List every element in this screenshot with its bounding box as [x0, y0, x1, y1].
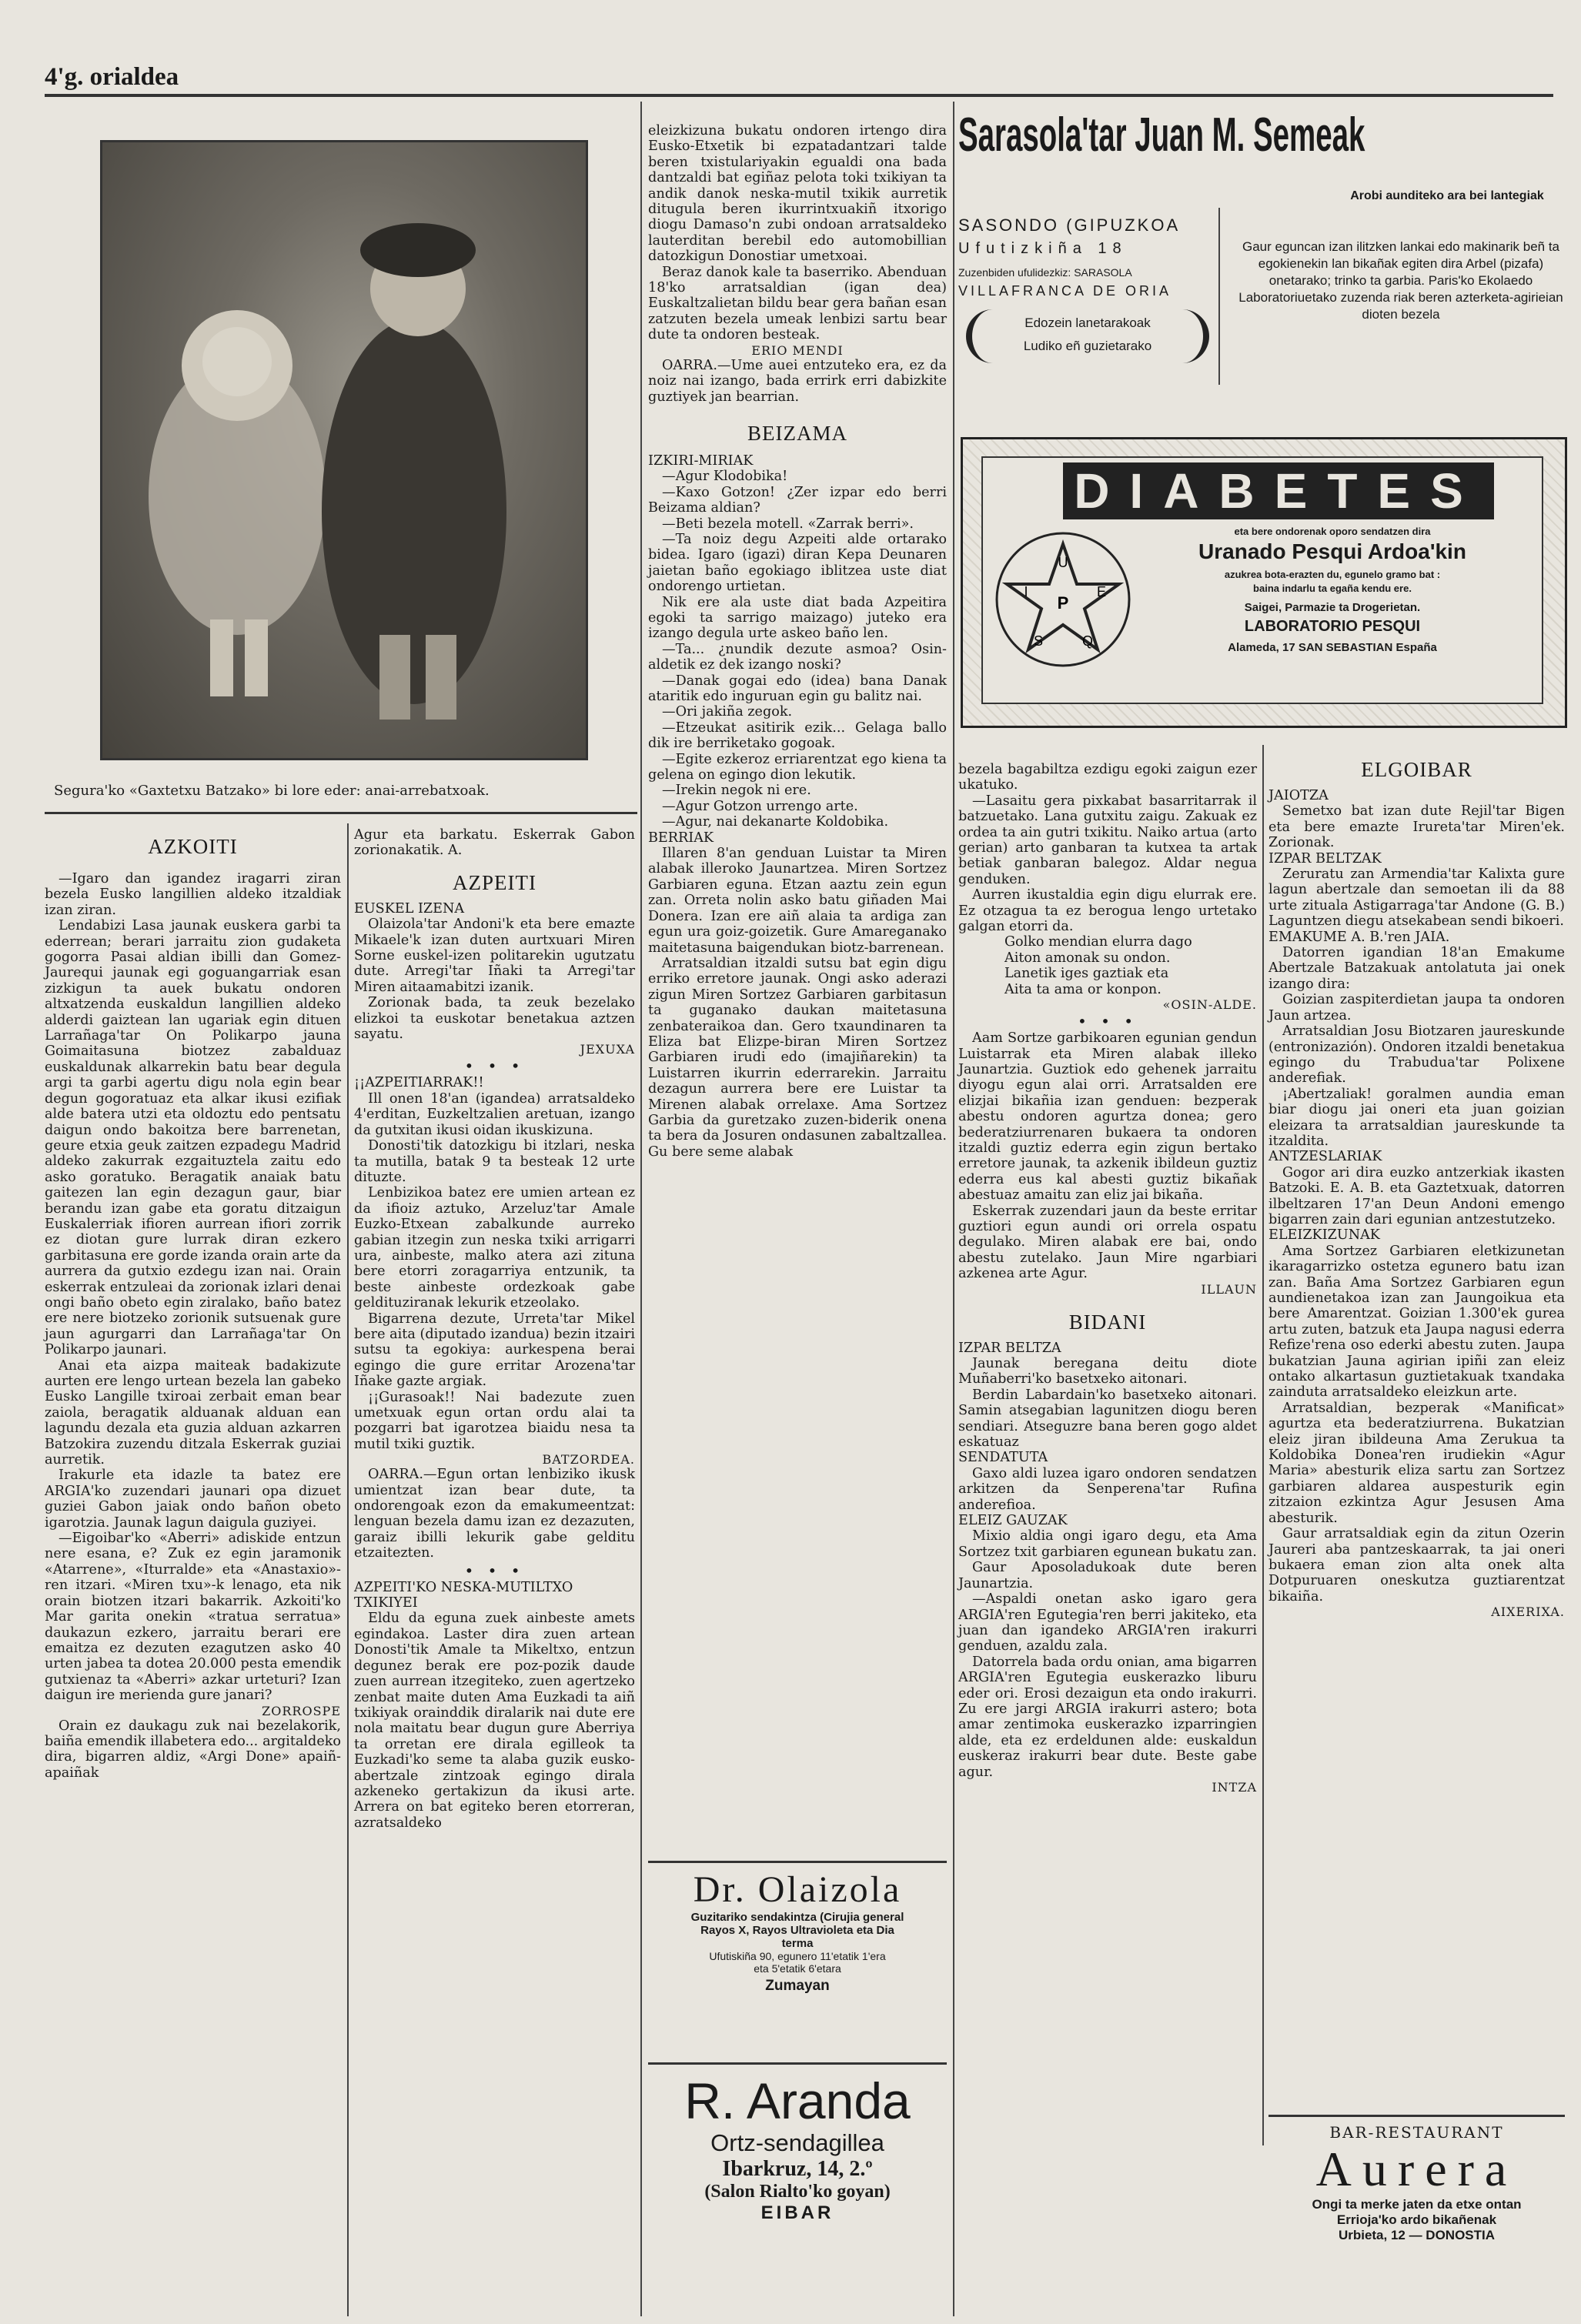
jaiotza-article — [1268, 803, 1565, 850]
ad-dr-olaizola — [648, 1861, 947, 1995]
ad-line: Zumayan — [765, 1978, 830, 1994]
dialog-line: —Kaxo Gotzon! ¿Zer izpar edo berri Beizama aldian? — [648, 484, 947, 516]
ad-line: BAR-RESTAURANT — [1329, 2123, 1504, 2142]
ad-line: Ortz-sendagillea — [710, 2129, 884, 2156]
paragraph: Datorren igandian 18'an Emakume Abertzale Batzakuak antolatuta jai onek izango dira: — [1268, 945, 1565, 992]
ad-brace-line: Ludiko eñ guzietarako — [1023, 339, 1152, 353]
ad-line: (Salon Rialto'ko goyan) — [704, 2182, 891, 2202]
paragraph: Goizian zaspiterdietan jaupa ta ondoren Jaun artzea. — [1268, 992, 1565, 1023]
ad-line: baina indarlu ta egaña kendu ere. — [1253, 583, 1412, 594]
neska-heading: AZPEITI'KO NESKA-MUTILTXO TXIKIYEI — [354, 1579, 573, 1611]
ad-line: Alameda, 17 SAN SEBASTIAN España — [1228, 641, 1437, 654]
column-5 — [1268, 758, 1565, 1619]
verse-line: Golko mendian elurra dago — [1004, 934, 1192, 950]
sendatuta-heading: SENDATUTA — [958, 1450, 1048, 1466]
izpar-beltza-heading: IZPAR BELTZA — [958, 1340, 1061, 1356]
separator-stars: • • • — [464, 1561, 525, 1580]
star-letter: E — [1096, 584, 1107, 599]
paragraph: Arratsaldian, bezperak «Manificat» agurtza eta bederatziurrena. Bukatzian eleiz jiran ibildeuna Ama Zerukua ta Koldobika Donea'ren irudiekin «Agur Maria» abesturik eliza sartu zan Sortzez garbiaren aldarea auspesturik egin zitzaion ezkintza Agur Jesusen Ama abesturik. — [1268, 1400, 1565, 1526]
ad-aurera — [1268, 2115, 1565, 2243]
paragraph: —Aspaldi onetan asko igaro gera ARGIA'ren Egutegia'ren berri jakiteko, eta juan dan igandeko ARGIA'ren irakurri genduen, azaldu zala. — [958, 1591, 1257, 1655]
paragraph: Orain ez daukagu zuk nai bezelakorik, baiña emendik illabetera edo... argitaldeko dira, bigarren aldiz, «Argi Done» apaiñ-apaiñak — [45, 1718, 341, 1781]
column-divider-4 — [1262, 745, 1264, 2145]
sendatuta-article — [958, 1466, 1257, 1513]
dialog-line: —Egite ezkeroz erriarentzat ego kiena ta gelena on egingo dion lekutik. — [648, 751, 947, 783]
column-divider-3 — [953, 102, 954, 2316]
paragraph: Beraz danok kale ta baserriko. Abenduan 18'ko arratsaldian (igan dea) Euskaltzalietan bildu bear gera bañan esan zatzuten bezela umeak lenbizi sartu bear dute ta ondoren besteak. — [648, 264, 947, 343]
paragraph: Aurren ikustaldia egin digu elurrak ere. Ez otzagua ta ez berogua lengo urtetako galgan etorri da. — [958, 887, 1257, 935]
ad-line: azukrea bota-erazten du, egunelo gramo bat : — [1224, 569, 1441, 580]
paragraph: ¡¡Gurasoak!! Nai badezute zuen umetxuak egun ortan ordu alai ta pozgarri bat igarotzea biaidu nesa ta mutil txiki guztik. — [354, 1389, 635, 1452]
ad-line: Guzitariko sendakintza (Cirujia general — [690, 1911, 904, 1924]
ad-brace-box — [966, 309, 1209, 363]
column-divider-2 — [640, 102, 642, 2316]
dialog-line: —Ori jakiña zegok. — [662, 704, 793, 720]
dialog-line: Nik ere ala uste diat bada Azpeitira egoki ta sarrigo maizago) juteko era izango degula urte askeo baño len. — [648, 594, 947, 642]
paragraph: Olaizola'tar Andoni'k eta bere emazte Mikaele'k izan duten aurtxuari Miren Sorne euskel-izen politarekin ugutzatu dute. Arregi'tar Iñaki ta Arregi'tar Miren aitaamabitzi izanik. — [354, 917, 635, 995]
izkiri-miriak-heading: IZKIRI-MIRIAK — [648, 452, 754, 469]
azpeiti-continued — [648, 123, 947, 343]
star-letter: U — [1058, 555, 1068, 570]
azkoiti-article — [45, 871, 341, 1704]
izpar-beltzak-article — [1268, 866, 1565, 930]
paragraph: —Lasaitu gera pixkabat basarritarrak il batzuetako. Lana gutxitu zaigu. Zakuak ez ordea ta ain gutri txikitu. Naiko artua (arto gerian) arto ganbaran ta kutxea ta artak betiak ganbaran balegoz. Aldar negua genduken. — [958, 793, 1257, 887]
ad-line: Ufutiskiña 90, egunero 11'etatik 1'era — [709, 1950, 886, 1962]
signature: ILLAUN — [1201, 1281, 1257, 1297]
dialog-line: —Irekin negok ni ere. — [662, 783, 811, 799]
ad-text: Gaur eguncan izan ilitzken lankai edo makinarik beñ ta egokienekin lan bikañak egiten dira Arbel (pizafa) onetarako; trinko ta garbia. Paris'ko Ekolaedo Laboratoriuetako zuzenda riak beren azterketa-agirieian dioten bezela — [1238, 239, 1563, 322]
bidani-heading: BIDANI — [1068, 1310, 1147, 1334]
paragraph: Arratsaldian Josu Biotzaren jaureskunde (entronizazión). Ondoren itzaldi benetakua egingo du Trabudua'tar Polixene anderefiak. — [1268, 1023, 1565, 1087]
paragraph: OARRA.—Egun ortan lenbiziko ikusk umientzat izan bear dute, ta ondorengoak ezon da emakumeentzat: lenguan bezela damu izan ez dezazuten, garaiz ibilli lekurik gabe gelditu etzaitezten. — [354, 1467, 635, 1561]
photo-caption: Segura'ko «Gaxtetxu Batzako» bi lore eder: anai-arrebatxoak. — [54, 783, 490, 799]
signature: ZORROSPE — [262, 1703, 341, 1718]
bidani-article — [958, 1356, 1257, 1450]
dialog-line: —Danak gogai edo (idea) bana Danak ataritik edo inguruan egin gu balitz nai. — [648, 673, 947, 704]
paragraph: Ill onen 18'an (igandea) arratsaldeko 4'erditan, Euzkeltzalien aretuan, izango da gutxitan ikusi oidan ikuskizuna. — [354, 1090, 635, 1138]
paragraph: Lenbizikoa batez ere umien artean ez da ifioiz aztuko, Arzeluz'tar Amale Euzko-Etxean zabalkunde aurreko gabian itzegin zun neska txiki arrigarri ura, ainbeste, malko atera azi zituna bere etorri zoragarriya entzunik, ta beste ainbeste ordezkoak gabe geldituziranak lekurik etzeolako. — [354, 1185, 635, 1311]
paragraph: Semetxo bat izan dute Rejil'tar Bigen eta bere emazte Irureta'tar Miren'ek. Zorionak. — [1268, 803, 1565, 851]
paragraph: OARRA.—Ume auei entzuteko era, ez da noiz nai izango, bada errirk erri dabizkite guztiyek jan bearrian. — [648, 357, 947, 405]
star-letter: P — [1057, 593, 1069, 613]
separator-stars: • • • — [1077, 1012, 1138, 1031]
ad-subtitle: Arobi aunditeko ara bei lantegiak — [1350, 189, 1544, 202]
berriak-heading: BERRIAK — [648, 830, 714, 846]
izpar-beltzak-heading: IZPAR BELTZAK — [1268, 850, 1382, 866]
page-number: 4'g. orialdea — [45, 63, 179, 91]
paragraph: Donosti'tik datozkigu bi itzlari, neska ta mutilla, batak 9 ta besteak 12 urte dituzte. — [354, 1138, 635, 1185]
ad-title: Sarasola'tar Juan M. Semeak — [958, 109, 1365, 162]
paragraph: ¡Abertzaliak! goralmen aundia eman biar diogu jai oneri eta juan goizian eleizara ta arratsaldian jaureskunde ta itzaldita. — [1268, 1086, 1565, 1149]
ad-divider — [1218, 208, 1220, 385]
ad-line: Errioja'ko ardo bikañenak — [1336, 2212, 1497, 2227]
ad-title: DIABETES — [1063, 462, 1494, 519]
oarra-note — [648, 358, 947, 405]
ad-line: Ibarkruz, 14, 2.º — [722, 2157, 873, 2181]
dialog-line: —Agur Klodobika! — [662, 469, 788, 485]
dialog-line: —Etzeukat asitirik ezik... Gelaga ballo dik ire berriketako gogoak. — [648, 720, 947, 752]
emakume-article — [1268, 945, 1565, 1149]
antzeslariak-heading: ANTZESLARIAK — [1268, 1149, 1382, 1165]
euskel-izena-article — [354, 917, 635, 1042]
beizama-continued — [958, 762, 1257, 997]
header-rule — [45, 94, 1553, 97]
paragraph: Gaxo aldi luzea igaro ondoren sendatzen arkitzen da Senperena'tar Rufina anderefioa. — [958, 1465, 1257, 1513]
paragraph: Jaunak beregana deitu diote Muñaberri'ko basetxeko aitonari. — [958, 1356, 1257, 1387]
ad-r-aranda — [648, 2062, 947, 2224]
paragraph: Irakurle eta idazle ta batez ere ARGIA'ko zuzendari jaunari opa dizuet guziei Gabon jaiak ondo bañon obeto igarotzia. Jaunak lagun daigula guziyei. — [45, 1468, 341, 1531]
column-1 — [45, 820, 341, 1781]
column-divider-1 — [347, 823, 349, 2316]
beizama-more — [958, 1030, 1257, 1282]
star-logo-icon — [994, 530, 1132, 669]
paragraph: —Igaro dan igandez iragarri ziran bezela Eusko langillien aldeko itzaldiak izan ziran. — [45, 871, 341, 918]
paragraph: Mixio aldia ongi igaro degu, eta Ama Sortzez txit garbiaren egunean bukatu zan. — [958, 1528, 1257, 1560]
ad-line: Saigei, Parmazie ta Drogerietan. — [1244, 601, 1421, 614]
paragraph: Zeruratu zan Armendia'tar Kalixta gure lagun abertzale dan semoetan ili da 88 urte zituala Astigarraga'tar Andone (G. B.) Laguntzen diegu atsekabean sendi bikoeri. — [1268, 866, 1565, 930]
signature: BATZORDEA. — [542, 1452, 635, 1468]
star-letter: Q — [1081, 633, 1094, 649]
column-4 — [958, 762, 1257, 1795]
signature: ERIO MENDI — [751, 342, 844, 358]
paragraph: Anai eta aizpa maiteak badakizute aurten ere lengo urtean bezela lan gabeko Eusko Langille txiroai zerbait eman bear zaiola, beragatik alduanak alduan ean lagundu dezala eta guzia alduan azkarren Batzokira zuzendu ditzala Eskerrak guziai aurretik. — [45, 1357, 341, 1468]
eleiz-gauzak-article — [958, 1528, 1257, 1780]
paragraph: Eskerrak zuzendari jaun da beste erritar guztiori egun aundi ori orrela ospatu degulako. Miren alabak ere bai, ondo abestu zutelako. Jaun Mire ngarbiari azkenea arte Agur. — [958, 1203, 1257, 1282]
paragraph: bezela bagabiltza ezdigu egoki zaigun ezer ukatuko. — [958, 762, 1257, 793]
signature: INTZA — [1212, 1779, 1257, 1795]
ad-line: LABORATORIO PESQUI — [1244, 618, 1421, 635]
azpeitiarrak-article — [354, 1091, 635, 1452]
column-3 — [648, 123, 947, 1160]
signature: JEXUXA — [580, 1042, 635, 1057]
oarra-note — [354, 1467, 635, 1561]
ad-line: Urbieta, 12 — DONOSTIA — [1338, 2228, 1496, 2242]
ad-address: SASONDO (GIPUZKOA — [958, 215, 1181, 235]
verse-line: Aita ta ama or konpon. — [1004, 981, 1162, 997]
paragraph: Aam Sortze garbikoaren egunian gendun Luistarrak eta Miren alabak illeko Jaunartzia. Guztiok edo gehenek jarraitu diyogu egun alai orri. Arratsalden ere elizjai bikañia izan genduen: bezperak abestu ondoren agurtza donea; gero bederatziurrenaren bukaera ta ondoren itzaldi guztiz ederra egin zigun bertako erretore jaunak, ta azkenik ibildeun guztiz ederra eus kal abesti guztiz bikañak abestuaz amaitu zan eliz jai bikaña. — [958, 1030, 1257, 1204]
paragraph: Illaren 8'an genduan Luistar ta Miren alabak illeroko Jaunartzea. Miren Sortzez Garbiaren eguna. Etzan aaztu zein egun zan. Orreta nolin asko batu giñaden Mai Donera. Izan ere aiñ alaia ta ardiga zan egun ura goiz-goizetik. Gure Amareganako maitetasuna baigendukan biotz-barrenean. — [648, 846, 947, 956]
paragraph: Gaur Aposoladukoak dute beren Jaunartzia. — [958, 1560, 1257, 1591]
ad-branch-label: Zuzenbiden ufulidezkiz: SARASOLA — [958, 266, 1132, 279]
ad-sarasola — [958, 108, 1566, 408]
rule-under-caption — [45, 812, 637, 814]
paragraph: Ama Sortzez Garbiaren eletkizunetan ikaragarrizko ostetza egunero batu izan zan. Baña Ama Sortzez Garbiaren egun aundienetakoa izan zan Jaungoikua eta bere Amarentzat. Goizian 1.300'ek gurea artu zuten, batzuk eta Jaupa nagusi ederra Refize'rena oso ederki abestu zuten. Jaupa bukatzian Jauna agirian ipiñi zan eleiz ontako alkartasun guztietakuak txandaka zainduta arratsaldeko eleizkun arte. — [1268, 1243, 1565, 1401]
dialog-line: —Agur, nai dekanarte Koldobika. — [662, 814, 889, 830]
neska-article — [354, 1611, 635, 1831]
euskel-izena-heading: EUSKEL IZENA — [354, 900, 465, 917]
children-illustration — [102, 142, 586, 758]
ad-line: Rayos X, Rayos Ultravioleta eta Dia — [700, 1924, 894, 1937]
ad-brace-line: Edozein lanetarakoak — [1024, 316, 1151, 330]
intro-text: Agur eta barkatu. Eskerrak Gabon zorionakatik. A. — [354, 827, 635, 859]
azkoiti-heading: AZKOITI — [148, 835, 238, 858]
dialog-line: —Ta noiz degu Azpeiti alde ortarako bidea. Igaro (igazi) diran Kepa Deunaren jaietan baño egokiago iblitzea uste diat ondorengo urtietan. — [648, 531, 947, 595]
azpeitiarrak-heading: ¡¡AZPEITIARRAK!! — [354, 1075, 484, 1091]
verse-line: Aiton amonak su ondon. — [1004, 950, 1171, 966]
paragraph: Datorrela bada ordu onian, ama bigarren ARGIA'ren Egutegia euskerazko liburu eder ori. Erosi dezaigun eta ondo irakurri. Zu ere jargi ARGIA irakurri astero; bota amar zentimoka euskerazko izparringien alde, eta ez erdeldunen alde: euskaldun euskeraz irakurri bear dute. Beste gabe agur. — [958, 1654, 1257, 1780]
children-photo — [100, 140, 588, 760]
jaiotza-heading: JAIOTZA — [1268, 788, 1329, 803]
signature: «OSIN-ALDE. — [1162, 997, 1257, 1013]
ad-line: eta 5'etatik 6'etara — [754, 1962, 841, 1975]
dialog-line: —Agur Gotzon urrengo arte. — [662, 798, 858, 814]
berriak-article — [648, 846, 947, 1160]
beizama-heading: BEIZAMA — [747, 421, 847, 445]
azpeiti-heading: AZPEITI — [453, 870, 536, 894]
elgoibar-heading: ELGOIBAR — [1361, 758, 1472, 781]
paragraph: Lendabizi Lasa jaunak euskera garbi ta ederrean; berari jarraitu zion gudaketa gogorra Pasai aldian ibilli dan Gomez-Jaurequi jaunak egi goguangarriak esan zizkigun ta auek bukatu ondoren altxatzenda euskaldun langillien aldeko alderdi gaiztean lan ugariak egin dituen Larrañaga'tar On Polikarpo jauna Goimaitasuna biotzez zabalduaz euskaldunak alkarrekin batu bear degula argi ta garbi agertu digu nola egin bear degun gogoratuaz eta alkar ikusi ezifiak alde batera utzi eta oldoztu edo pentsatu daigun ondo bakoitza bere barrenetan, geure etxia geuk zaitzen ezpadegu Madrid aldeko zakurrak ezgaituztela zaitu edo asko goratuko. Beragatik anaiak batu gaitezen lan egin dezagun gaur, biar berandu izan gabe eta goratu ditzaigun Euskalerriak ifioren aurrean ifiori zorrik ez diotan gure lurrak diran ezkero garbitasuna ere gorde izanda orain arte da aurrera da gutxio ezdegu izan nai. Orain eskerrak entzuleai da zorionak izlari denai ongi baño obeto egin ziralako, baño batez ere nere biotzeko zorionik sutsuenak gure jaun agurgarri dan Larrañaga'tar On Polikarpo jaunari. — [45, 918, 341, 1358]
paragraph: —Eigoibar'ko «Aberri» adiskide entzun nere esana, e? Zuk ez egin jaramonik «Atarrene», «Iturralde» eta «Anastaxio»-ren itzari. «Miren txu»-k lenago, eta nik orain biotzen itzari bakarrik. Azkoiti'ko Mar garita onekin «tratua serratua» daukazun ezkero, jarraitu berari ere emaitza ez dezuten ezagutzen asko 40 urten jabea ta dotea 20.000 pesta emendik gutxienaz ta «Aberri» azkar urteturi? Izan daigun ire merienda gure janari? — [45, 1531, 341, 1704]
dialog-line: —Beti bezela motell. «Zarrak berri». — [662, 516, 914, 532]
ad-branch-address: VILLAFRANCA DE ORIA — [958, 283, 1172, 299]
paragraph: Arratsaldian itzaldi sutsu bat egin digu erriko erretore jaunak. Ongi asko aderazi zigun Miren Sortzez Garbiaren garbitasun ta guganako daukan maitetasuna zenbateraikoa dan. Gero txaundinaren ta Eliza bat Elizpe-biran Miren Sortzez Garbiaren irudi edo (imajiñarekin) ta Luistarren ikurrin ederrarekin. Jarraitu dezagun aurrera bere ere Luistar ta Mirenen alabak orrelaxe. Ama Sortzez Garbia da guretzako zuzen-biderik onena ta bera da Josuren ondasunen zabaltzallea. Gu bere seme alabak — [648, 955, 947, 1160]
emakume-heading: EMAKUME A. B.'ren JAIA. — [1268, 929, 1450, 945]
eleizkizunak-heading: ELEIZKIZUNAK — [1268, 1227, 1380, 1244]
ad-line: Ongi ta merke jaten da etxe ontan — [1312, 2197, 1522, 2212]
column-2 — [354, 827, 635, 1831]
separator-stars: • • • — [464, 1057, 525, 1076]
ad-title: Aurera — [1315, 2142, 1518, 2196]
signature: AIXERIXA. — [1491, 1604, 1565, 1620]
paragraph: eleizkizuna bukatu ondoren irtengo dira Eusko-Etxetik bi ezpatadantzari talde beren txistulariyakin egualdi ona bada dantzaldi bat egiñaz pelota toki txikiyan ta andik danok neska-mutil txikik aurretik ditugula beren ikurrintxuakiñ itxorigo diogu Damaso'n zubi ondoan arratsaldeko lauterditan berebil edo automobillian datozkigun Donostiar umetxoai. — [648, 123, 947, 265]
paragraph: Gaur arratsaldiak egin da zitun Ozerin Jaureri aba pantzeskaarrak, ta jai oneri bukaera eman zion alta onek alta Dotpuruaren oneskutza guztiarentzat bikaiña. — [1268, 1526, 1565, 1604]
paragraph: Eldu da eguna zuek ainbeste amets egindakoa. Laster dira zuen artean Donosti'tik Amale ta Mikeltxo, entzun degunez berak ere poz-pozik daude zuen aurrean itzegiteko, zuen agertzeko zenbat maite duten Ama Euzkadi ta aiñ txikiyak orainddik diralarik nai dute ere nola maitatu bear dugun gure Aberriya ta orretan ere dirala egilleok ta Euzkadi'ko seme ta alaba guzik eusko-abertzale zintzoak egingo dirala azkeneko gertakizun da ikusi arte. Arrera on bat egiteko beren etorreran, azratsaldeko — [354, 1611, 635, 1831]
beizama-dialog — [648, 469, 947, 830]
paragraph: Gogor ari dira euzko antzerkiak ikasten Batzoki. E. A. B. eta Gaztetxuak, datorren ilbeltzaren 17'an Deun Andoni emengo bigarren zain dari egunian antzestutzeko. — [1268, 1164, 1565, 1227]
verse-line: Lanetik iges gaztiak eta — [1004, 966, 1169, 982]
azkoiti-tail — [45, 1718, 341, 1781]
ad-line: eta bere ondorenak oporo sendatzen dira — [1234, 526, 1431, 537]
paragraph: Berdin Labardain'ko basetxeko aitonari. Samin atsegabian lagunitzen diogu beren sendiari. Atseguzre bana beren gogo aldet eskatuaz — [958, 1387, 1257, 1451]
ad-title: Dr. Olaizola — [693, 1869, 902, 1910]
eleiz-gauzak-heading: ELEIZ GAUZAK — [958, 1513, 1068, 1529]
ad-line: EIBAR — [760, 2202, 834, 2223]
ad-line: Uranado Pesqui Ardoa'kin — [1198, 539, 1466, 563]
antzeslariak-article — [1268, 1165, 1565, 1228]
eleizkizunak-article — [1268, 1244, 1565, 1604]
paragraph: Zorionak bada, ta zeuk bezelako elizkoi ta euskotar benetakua aztzen sayatu. — [354, 995, 635, 1043]
ad-diabetes — [961, 437, 1567, 728]
dialog-line: —Ta... ¿nundik dezute asmoa? Osin-aldetik ez dek izango noski? — [648, 641, 947, 673]
ad-title: R. Aranda — [684, 2072, 911, 2129]
ad-address: Ufutizkiña 18 — [958, 240, 1128, 257]
paragraph: Bigarrena dezute, Urreta'tar Mikel bere aita (diputado izandua) bezin itzairi sutsu ta egokiya: aurkespena berai egingo die gure erritar Arozena'tar Iñake gazte argiak. — [354, 1311, 635, 1390]
star-letter: I — [1024, 584, 1028, 599]
star-letter: S — [1033, 633, 1044, 649]
ad-line: terma — [781, 1937, 814, 1950]
